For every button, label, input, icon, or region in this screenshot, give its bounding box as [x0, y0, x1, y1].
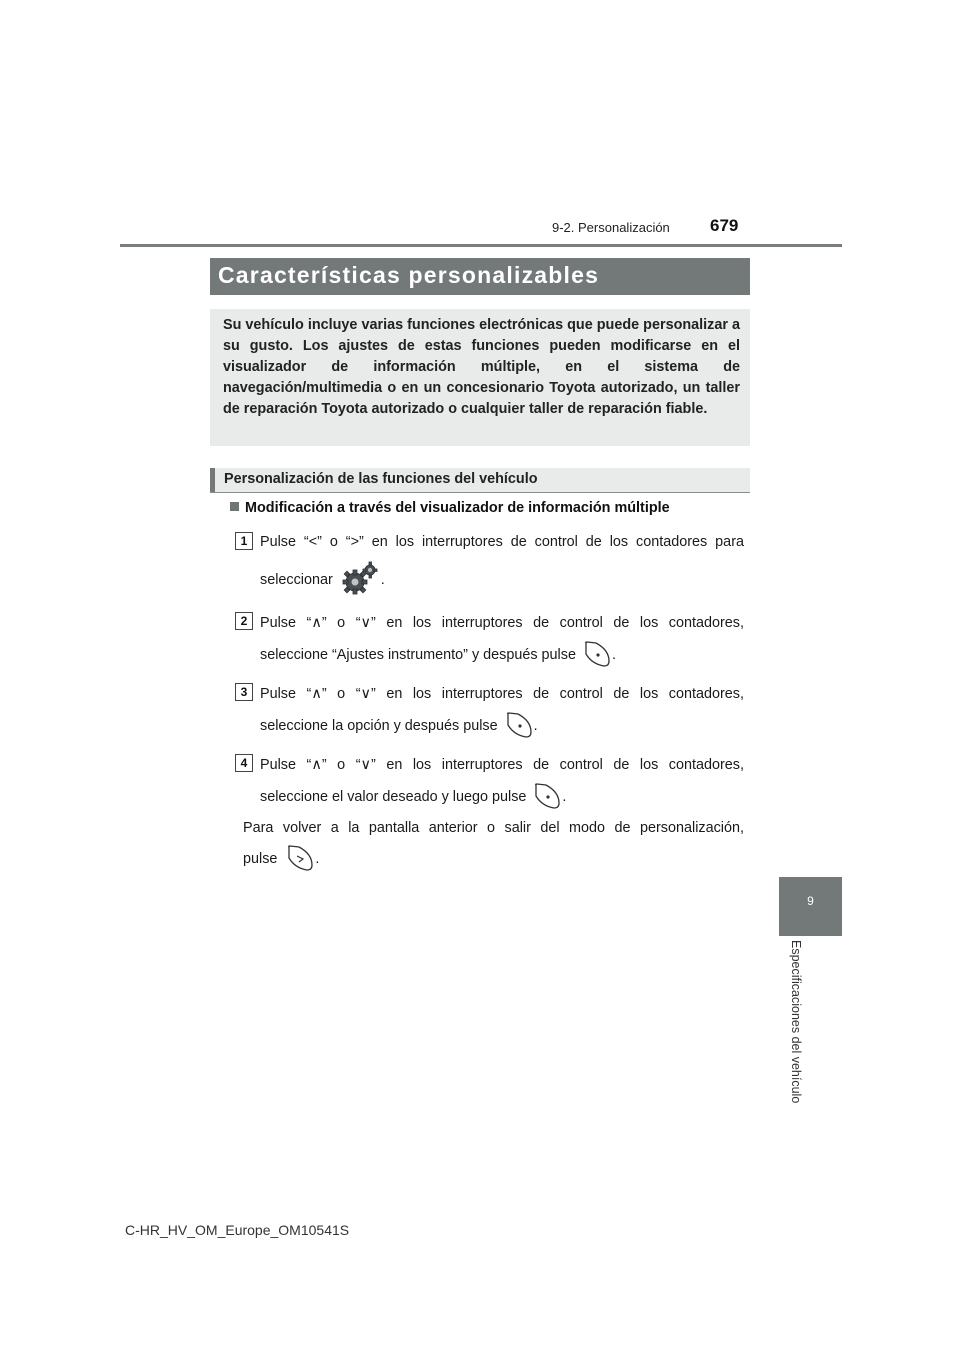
page-title: Características personalizables: [218, 262, 600, 288]
bullet-heading: [230, 500, 670, 516]
step-number: 3: [235, 683, 253, 701]
enter-button-icon: [504, 711, 534, 739]
subheading-bar: [210, 468, 750, 493]
step-text-end: .: [562, 789, 567, 805]
subheading: Personalización de las funciones del vehículo: [224, 471, 538, 487]
footer-code: C-HR_HV_OM_Europe_OM10541S: [125, 1222, 350, 1238]
step-text: seleccione el valor deseado y luego pulse: [260, 789, 527, 805]
step-line: [260, 718, 538, 734]
step-line: [260, 572, 385, 588]
note-line: Para volver a la pantalla anterior o salir del modo de personalización,: [243, 820, 744, 836]
step-text-end: .: [611, 647, 616, 663]
note-line: [243, 851, 319, 867]
note-text-end: .: [315, 851, 320, 867]
step-text-end: .: [533, 718, 538, 734]
step-text: seleccione la opción y después pulse: [260, 718, 498, 734]
step-line: Pulse “∧” o “∨” en los interruptores de control de los contadores,: [260, 615, 744, 631]
header-rule: [120, 244, 842, 247]
step-line: Pulse “∧” o “∨” en los interruptores de control de los contadores,: [260, 757, 744, 773]
side-tab: [779, 877, 842, 936]
bullet-heading-text: Modificación a través del visualizador de información múltiple: [245, 500, 670, 516]
page-number: 679: [710, 216, 739, 235]
side-tab-number: 9: [807, 894, 814, 908]
enter-button-icon: [532, 782, 562, 810]
step-number: 4: [235, 754, 253, 772]
side-label-text: Especificaciones del vehículo: [789, 940, 803, 1104]
step-text: seleccione “Ajustes instrumento” y después pulse: [260, 647, 576, 663]
note-text: pulse: [243, 851, 278, 867]
step-number: 1: [235, 532, 253, 550]
step-text: seleccionar: [260, 572, 333, 588]
step-number: 2: [235, 612, 253, 630]
intro-text: Su vehículo incluye varias funciones electrónicas que puede personalizar a su gusto. Los ajustes de estas funciones pueden modificarse en el visualizador de información múltiple, en el sistema de navegación/multimedia o en un concesionario Toyota autorizado, un taller de reparación Toyota autorizado o cualquier taller de reparación fiable.: [223, 317, 740, 417]
back-button-icon: [285, 844, 315, 872]
enter-button-icon: [582, 640, 612, 668]
step-line: Pulse “<” o “>” en los interruptores de control de los contadores para: [260, 534, 744, 550]
step-line: [260, 647, 616, 663]
gear-settings-icon: [339, 560, 381, 596]
subheading-accent: [210, 468, 215, 492]
title-bar: [210, 258, 750, 295]
step-line: [260, 789, 566, 805]
square-bullet-icon: [230, 502, 239, 511]
intro-box: [210, 309, 750, 446]
step-line: Pulse “∧” o “∨” en los interruptores de control de los contadores,: [260, 686, 744, 702]
header-section: 9-2. Personalización: [552, 220, 670, 235]
side-label: [779, 940, 809, 1120]
step-text-end: .: [380, 572, 385, 588]
